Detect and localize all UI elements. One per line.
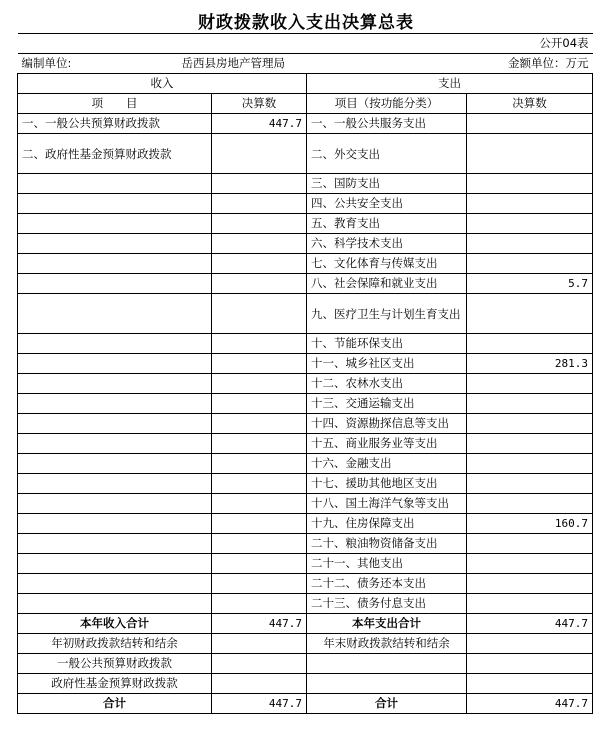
income-amount xyxy=(212,374,307,394)
expense-item: 二十一、其他支出 xyxy=(307,554,467,574)
income-item xyxy=(18,574,212,594)
income-item xyxy=(18,214,212,234)
income-item xyxy=(18,334,212,354)
expense-amount xyxy=(467,434,593,454)
table-row xyxy=(18,514,593,534)
carry-out-amount xyxy=(467,634,593,654)
grand-total-label-right: 合计 xyxy=(307,694,467,714)
grand-total-row xyxy=(18,694,593,714)
expense-item: 二十二、债务还本支出 xyxy=(307,574,467,594)
income-item xyxy=(18,494,212,514)
income-amount xyxy=(212,274,307,294)
expense-amount xyxy=(467,414,593,434)
report-table xyxy=(17,33,593,714)
income-item xyxy=(18,474,212,494)
table-row xyxy=(18,474,593,494)
grand-total-label-left: 合计 xyxy=(18,694,212,714)
grand-total-left: 447.7 xyxy=(212,694,307,714)
expense-item: 十八、国土海洋气象等支出 xyxy=(307,494,467,514)
expense-item: 四、公共安全支出 xyxy=(307,194,467,214)
income-amount xyxy=(212,134,307,174)
income-amount xyxy=(212,234,307,254)
expense-amount xyxy=(467,114,593,134)
table-row xyxy=(18,574,593,594)
income-amount xyxy=(212,354,307,374)
table-row xyxy=(18,194,593,214)
general-budget-amount xyxy=(212,654,307,674)
expense-item: 九、医疗卫生与计划生育支出 xyxy=(307,294,467,334)
expense-amount xyxy=(467,574,593,594)
expense-amount xyxy=(467,234,593,254)
expense-amount xyxy=(467,174,593,194)
table-row xyxy=(18,494,593,514)
income-item xyxy=(18,434,212,454)
fund-budget-row xyxy=(18,674,593,694)
unit-name: 岳西县房地产管理局 xyxy=(212,54,467,74)
income-total-label: 本年收入合计 xyxy=(18,614,212,634)
form-number: 公开04表 xyxy=(467,34,593,54)
expense-item: 三、国防支出 xyxy=(307,174,467,194)
expense-item: 十三、交通运输支出 xyxy=(307,394,467,414)
table-row xyxy=(18,534,593,554)
income-amount xyxy=(212,334,307,354)
income-item xyxy=(18,234,212,254)
expense-amount xyxy=(467,394,593,414)
expense-item: 十七、援助其他地区支出 xyxy=(307,474,467,494)
income-item xyxy=(18,454,212,474)
table-row xyxy=(18,274,593,294)
section-header-row xyxy=(18,74,593,94)
expense-total-label: 本年支出合计 xyxy=(307,614,467,634)
income-amount xyxy=(212,554,307,574)
grand-total-right: 447.7 xyxy=(467,694,593,714)
expense-amount xyxy=(467,214,593,234)
fund-budget-label: 政府性基金预算财政拨款 xyxy=(18,674,212,694)
income-amount xyxy=(212,434,307,454)
income-amount xyxy=(212,534,307,554)
expense-amount xyxy=(467,554,593,574)
income-item xyxy=(18,254,212,274)
table-row xyxy=(18,334,593,354)
report-title: 财政拨款收入支出决算总表 xyxy=(198,13,414,33)
expense-item: 八、社会保障和就业支出 xyxy=(307,274,467,294)
expense-item: 五、教育支出 xyxy=(307,214,467,234)
expense-item: 十、节能环保支出 xyxy=(307,334,467,354)
income-amount xyxy=(212,494,307,514)
table-row xyxy=(18,454,593,474)
expense-item: 十四、资源勘探信息等支出 xyxy=(307,414,467,434)
fund-budget-amount xyxy=(212,674,307,694)
income-amount xyxy=(212,414,307,434)
table-row xyxy=(18,214,593,234)
income-item xyxy=(18,394,212,414)
expense-amount xyxy=(467,454,593,474)
expense-amount-header: 决算数 xyxy=(467,94,593,114)
expense-item: 七、文化体育与传媒支出 xyxy=(307,254,467,274)
expense-amount xyxy=(467,294,593,334)
expense-item: 十九、住房保障支出 xyxy=(307,514,467,534)
column-header-row xyxy=(18,94,593,114)
income-amount xyxy=(212,574,307,594)
expense-amount xyxy=(467,194,593,214)
expense-amount xyxy=(467,474,593,494)
expense-amount: 5.7 xyxy=(467,274,593,294)
expense-header: 支出 xyxy=(307,74,593,94)
income-amount: 447.7 xyxy=(212,114,307,134)
income-amount xyxy=(212,394,307,414)
income-item xyxy=(18,594,212,614)
income-item xyxy=(18,274,212,294)
expense-amount xyxy=(467,374,593,394)
expense-item: 一、一般公共服务支出 xyxy=(307,114,467,134)
income-amount xyxy=(212,254,307,274)
income-amount xyxy=(212,194,307,214)
table-row xyxy=(18,554,593,574)
expense-amount xyxy=(467,594,593,614)
table-row xyxy=(18,434,593,454)
expense-item: 二、外交支出 xyxy=(307,134,467,174)
unit-label: 编制单位: xyxy=(18,54,212,74)
income-item xyxy=(18,354,212,374)
income-item: 二、政府性基金预算财政拨款 xyxy=(18,134,212,174)
expense-item: 二十、粮油物资储备支出 xyxy=(307,534,467,554)
table-row xyxy=(18,134,593,174)
table-row xyxy=(18,174,593,194)
carry-row xyxy=(18,634,593,654)
form-number-row xyxy=(18,34,593,54)
income-total-amount: 447.7 xyxy=(212,614,307,634)
income-item-header: 项 目 xyxy=(18,94,212,114)
table-row xyxy=(18,294,593,334)
expense-amount xyxy=(467,534,593,554)
carry-in-amount xyxy=(212,634,307,654)
expense-item: 十五、商业服务业等支出 xyxy=(307,434,467,454)
expense-amount xyxy=(467,254,593,274)
income-item xyxy=(18,374,212,394)
table-row xyxy=(18,594,593,614)
income-item xyxy=(18,194,212,214)
income-header: 收入 xyxy=(18,74,307,94)
expense-amount xyxy=(467,494,593,514)
table-row xyxy=(18,394,593,414)
income-item xyxy=(18,174,212,194)
income-item xyxy=(18,554,212,574)
expense-amount: 160.7 xyxy=(467,514,593,534)
income-amount xyxy=(212,594,307,614)
currency-label: 金额单位：万元 xyxy=(467,54,593,74)
income-total-row xyxy=(18,614,593,634)
carry-in-label: 年初财政拨款结转和结余 xyxy=(18,634,212,654)
income-amount xyxy=(212,174,307,194)
expense-amount xyxy=(467,134,593,174)
income-amount xyxy=(212,454,307,474)
expense-item: 十一、城乡社区支出 xyxy=(307,354,467,374)
income-item xyxy=(18,294,212,334)
income-amount xyxy=(212,514,307,534)
expense-amount xyxy=(467,334,593,354)
expense-item: 六、科学技术支出 xyxy=(307,234,467,254)
income-item xyxy=(18,534,212,554)
general-budget-row xyxy=(18,654,593,674)
table-row xyxy=(18,354,593,374)
income-amount xyxy=(212,214,307,234)
table-row xyxy=(18,374,593,394)
income-item: 一、一般公共预算财政拨款 xyxy=(18,114,212,134)
general-budget-label: 一般公共预算财政拨款 xyxy=(18,654,212,674)
expense-item-header: 项目（按功能分类） xyxy=(307,94,467,114)
meta-row xyxy=(18,54,593,74)
income-amount-header: 决算数 xyxy=(212,94,307,114)
income-item xyxy=(18,514,212,534)
expense-item: 十六、金融支出 xyxy=(307,454,467,474)
expense-item: 二十三、债务付息支出 xyxy=(307,594,467,614)
expense-total-amount: 447.7 xyxy=(467,614,593,634)
table-row xyxy=(18,414,593,434)
table-row xyxy=(18,114,593,134)
table-row xyxy=(18,254,593,274)
income-amount xyxy=(212,474,307,494)
report-sheet xyxy=(17,33,592,714)
expense-item: 十二、农林水支出 xyxy=(307,374,467,394)
income-amount xyxy=(212,294,307,334)
carry-out-label: 年末财政拨款结转和结余 xyxy=(307,634,467,654)
expense-amount: 281.3 xyxy=(467,354,593,374)
income-item xyxy=(18,414,212,434)
table-row xyxy=(18,234,593,254)
